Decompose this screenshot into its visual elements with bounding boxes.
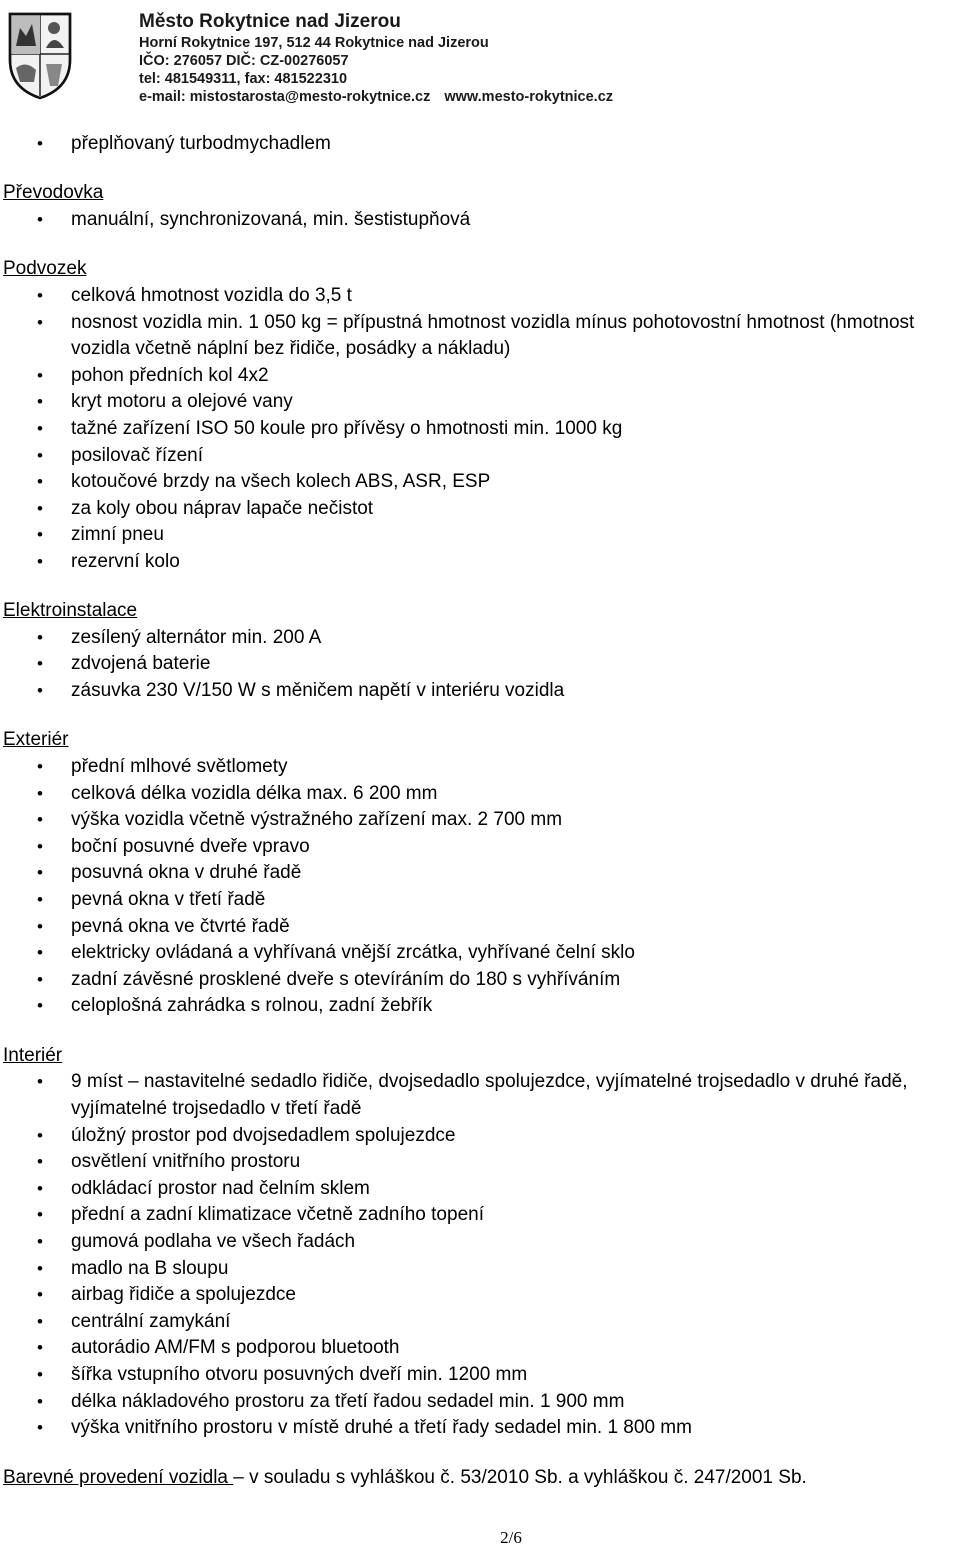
list-item: • rezervní kolo — [3, 549, 960, 576]
section-list-prevodovka — [3, 207, 960, 234]
town-ids: IČO: 276057 DIČ: CZ-00276057 — [139, 53, 349, 69]
list-item: • manuální, synchronizovaná, min. šestistupňová — [3, 207, 960, 234]
coat-of-arms-icon — [6, 8, 74, 100]
town-address: Horní Rokytnice 197, 512 44 Rokytnice nad Jizerou — [139, 35, 489, 51]
section-title-elektroinstalace: Elektroinstalace — [3, 600, 138, 622]
page-number: 2/6 — [500, 1528, 522, 1547]
list-item: • pevná okna v třetí řadě — [3, 887, 960, 914]
list-item: • výška vozidla včetně výstražného zařízení max. 2 700 mm — [3, 807, 960, 834]
list-item: • zesílený alternátor min. 200 A — [3, 625, 960, 652]
color-requirement-text: – v souladu s vyhláškou č. 53/2010 Sb. a vyhláškou č. 247/2001 Sb. — [233, 1466, 807, 1488]
town-contacts — [139, 88, 613, 106]
list-item: • boční posuvné dveře vpravo — [3, 834, 960, 861]
list-item: • zadní závěsné prosklené dveře s otevíráním do 180 s vyhříváním — [3, 967, 960, 994]
list-item: • autorádio AM/FM s podporou bluetooth — [3, 1335, 960, 1362]
list-item: • kotoučové brzdy na všech kolech ABS, ASR, ESP — [3, 469, 960, 496]
spec-content — [3, 131, 960, 1491]
color-requirement-label: Barevné provedení vozidla — [3, 1466, 234, 1488]
list-item: • posuvná okna v druhé řadě — [3, 860, 960, 887]
intro-list — [3, 131, 960, 158]
list-item: • přední a zadní klimatizace včetně zadního topení — [3, 1202, 960, 1229]
list-item: • centrální zamykání — [3, 1309, 960, 1336]
letterhead — [0, 0, 960, 112]
website-link[interactable]: www.mesto-rokytnice.cz — [444, 89, 614, 105]
section-title-interier: Interiér — [3, 1044, 63, 1066]
list-item: • 9 míst – nastavitelné sedadlo řidiče, dvojsedadlo spolujezdce, vyjímatelné trojsedadlo v druhé řadě, vyjímatelné trojsedadlo v třetí řadě — [3, 1069, 960, 1122]
list-item: • celoplošná zahrádka s rolnou, zadní žebřík — [3, 993, 960, 1020]
list-item: • délka nákladového prostoru za třetí řadou sedadel min. 1 900 mm — [3, 1389, 960, 1416]
list-item: • výška vnitřního prostoru v místě druhé a třetí řady sedadel min. 1 800 mm — [3, 1415, 960, 1442]
section-list-exterier — [3, 754, 960, 1020]
town-phone: tel: 481549311, fax: 481522310 — [139, 71, 348, 87]
section-title-podvozek: Podvozek — [3, 258, 87, 280]
section-title-exterier: Exteriér — [3, 729, 69, 751]
section-list-podvozek — [3, 283, 960, 576]
list-item: • osvětlení vnitřního prostoru — [3, 1149, 960, 1176]
section-title-prevodovka: Převodovka — [3, 182, 104, 204]
list-item: • celková délka vozidla délka max. 6 200 mm — [3, 781, 960, 808]
list-item: • přední mlhové světlomety — [3, 754, 960, 781]
list-item: • madlo na B sloupu — [3, 1256, 960, 1283]
list-item: • pevná okna ve čtvrté řadě — [3, 914, 960, 941]
list-item: • gumová podlaha ve všech řadách — [3, 1229, 960, 1256]
color-requirement — [3, 1465, 960, 1492]
list-item: • nosnost vozidla min. 1 050 kg = přípustná hmotnost vozidla mínus pohotovostní hmotnost (hmotnost vozidla včetně náplní bez řidiče, posádky a nákladu) — [3, 310, 960, 363]
list-item: • tažné zařízení ISO 50 koule pro přívěsy o hmotnosti min. 1000 kg — [3, 416, 960, 443]
list-item: • šířka vstupního otvoru posuvných dveří min. 1200 mm — [3, 1362, 960, 1389]
list-item: • elektricky ovládaná a vyhřívaná vnější zrcátka, vyhřívané čelní sklo — [3, 940, 960, 967]
list-item: • za koly obou náprav lapače nečistot — [3, 496, 960, 523]
list-item: • odkládací prostor nad čelním sklem — [3, 1176, 960, 1203]
section-list-interier — [3, 1069, 960, 1441]
list-item: • celková hmotnost vozidla do 3,5 t — [3, 283, 960, 310]
list-item: • zásuvka 230 V/150 W s měničem napětí v interiéru vozidla — [3, 678, 960, 705]
list-item: • zdvojená baterie — [3, 651, 960, 678]
list-item: • posilovač řízení — [3, 443, 960, 470]
town-name: Město Rokytnice nad Jizerou — [139, 11, 401, 32]
section-list-elektroinstalace — [3, 625, 960, 705]
list-item: • úložný prostor pod dvojsedadlem spolujezdce — [3, 1123, 960, 1150]
list-item: • airbag řidiče a spolujezdce — [3, 1282, 960, 1309]
list-item: • pohon předních kol 4x2 — [3, 363, 960, 390]
list-item: • přeplňovaný turbodmychadlem — [3, 131, 960, 158]
email-link[interactable]: e-mail: mistostarosta@mesto-rokytnice.cz — [139, 89, 431, 105]
list-item: • kryt motoru a olejové vany — [3, 389, 960, 416]
list-item: • zimní pneu — [3, 522, 960, 549]
